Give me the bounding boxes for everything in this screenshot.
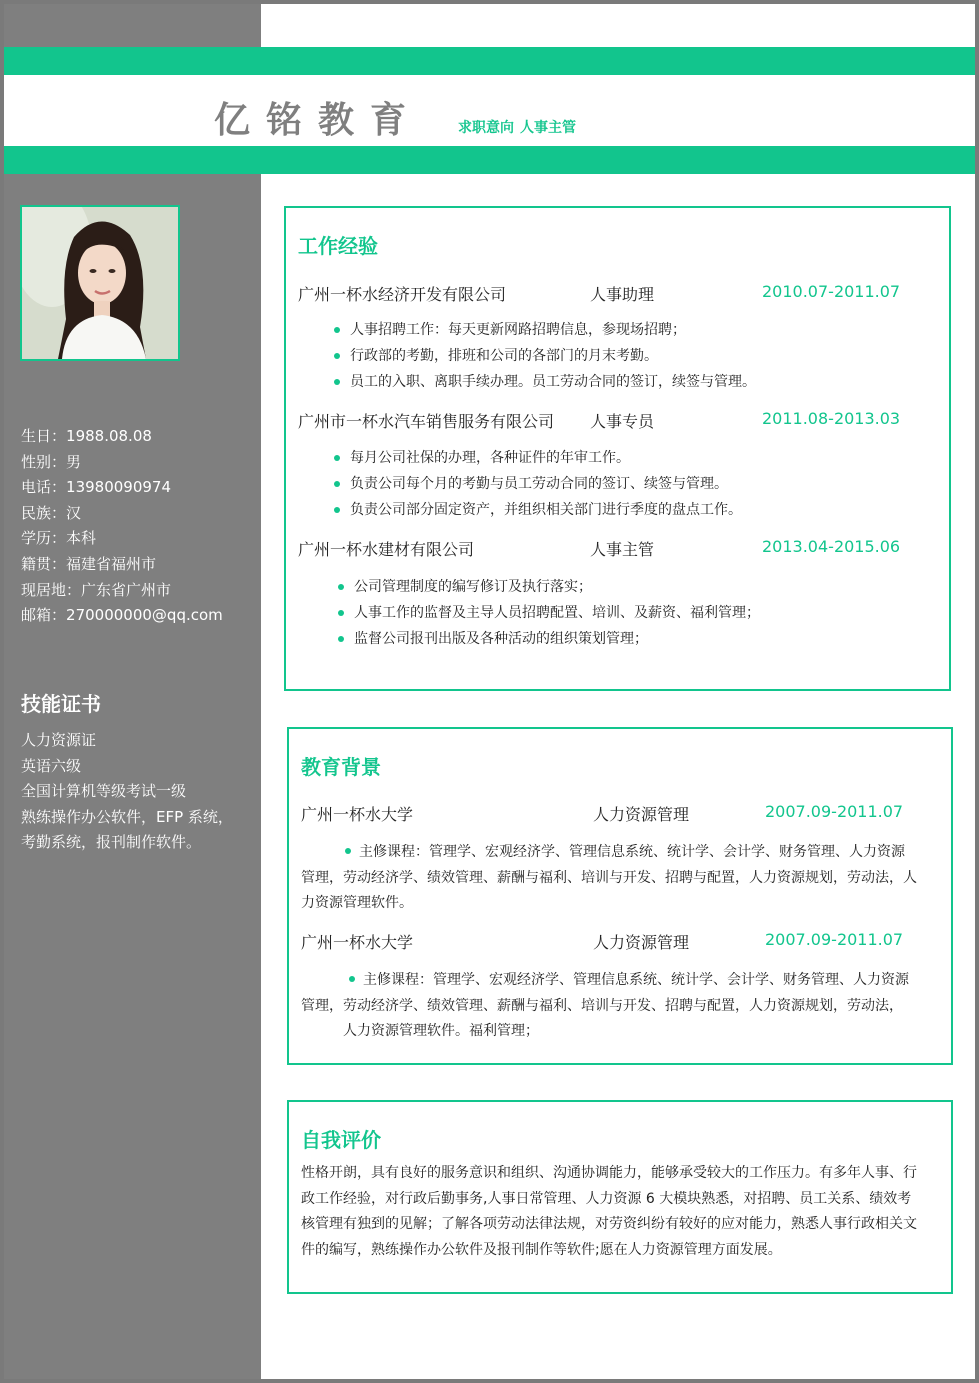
job-role: 人事专员: [590, 412, 655, 431]
job-company: 广州市一杯水汽车销售服务有限公司: [298, 412, 555, 431]
skill-item: 考勤系统，报刊制作软件。: [21, 833, 202, 852]
job-date: 2011.08-2013.03: [762, 409, 901, 428]
skill-item: 全国计算机等级考试一级: [21, 782, 187, 801]
info-phone: 电话：13980090974: [21, 478, 172, 497]
info-email: 邮箱：270000000@qq.com: [21, 606, 223, 625]
job-intent-label: 求职意向: [458, 120, 514, 136]
self-evaluation-text: 性格开朗，具有良好的服务意识和组织、沟通协调能力，能够承受较大的工作压力。有多年人事、行 政工作经验，对行政后勤事务,人事日常管理、人力资源 6 大模块熟悉，对招聘、员工关系、绩效考 核管理有独到的见解；了解各项劳动法律法规，对劳资纠纷有较好的应对能力，熟悉人事行政相关文 件的编写，熟练操作办公软件及报刊制作等软件;愿在人力资源管理方面发展。: [301, 1165, 917, 1258]
self-section-title: 自我评价: [301, 1128, 381, 1152]
job-company: 广州一杯水经济开发有限公司: [298, 285, 507, 304]
edu-major: 人力资源管理: [593, 933, 690, 952]
education-section-title: 教育背景: [301, 755, 381, 779]
duty-item: 员工的入职、离职手续办理。员工劳动合同的签订，续签与管理。: [334, 369, 756, 395]
duty-item: 每月公司社保的办理，各种证件的年审工作。: [334, 445, 742, 471]
duty-item: 人事招聘工作：每天更新网路招聘信息，参现场招聘；: [334, 317, 756, 343]
job-intent-value: 人事主管: [520, 120, 576, 136]
duty-item: 公司管理制度的编写修订及执行落实；: [338, 574, 760, 600]
job-role: 人事主管: [590, 540, 655, 559]
skills-list: [21, 728, 257, 856]
job-date: 2013.04-2015.06: [762, 537, 901, 556]
edu-school: 广州一杯水大学: [301, 933, 414, 952]
edu-school: 广州一杯水大学: [301, 805, 414, 824]
job-duties: [338, 574, 760, 652]
edu-courses: 主修课程：管理学、宏观经济学、管理信息系统、统计学、会计学、财务管理、人力资源 管理，劳动经济学、绩效管理、薪酬与福利、培训与开发、招聘与配置，人力资源规划，劳动法， 人力资源管理软件。福利管理；: [301, 972, 909, 1039]
info-ethnicity: 民族：汉: [21, 503, 82, 522]
job-role: 人事助理: [590, 285, 655, 304]
edu-date: 2007.09-2011.07: [765, 930, 904, 949]
header-band-bottom: [4, 146, 975, 174]
duty-item: 监督公司报刊出版及各种活动的组织策划管理；: [338, 626, 760, 652]
self-evaluation-section: [287, 1100, 953, 1294]
job-duties: [334, 445, 742, 523]
work-section-title: 工作经验: [298, 234, 378, 258]
bullet-dot: [349, 976, 355, 982]
job-duties: [334, 317, 756, 395]
header-band-top: [4, 47, 975, 75]
job-company: 广州一杯水建材有限公司: [298, 540, 475, 559]
skill-item: 熟练操作办公软件，EFP 系统，: [21, 807, 233, 826]
info-residence: 现居地：广东省广州市: [21, 580, 172, 599]
info-gender: 性别：男: [21, 452, 82, 471]
duty-item: 负责公司部分固定资产，并组织相关部门进行季度的盘点工作。: [334, 497, 742, 523]
education-section: [287, 727, 953, 1065]
edu-courses: 主修课程：管理学、宏观经济学、管理信息系统、统计学、会计学、财务管理、人力资源 管理，劳动经济学、绩效管理、薪酬与福利、培训与开发、招聘与配置，人力资源规划，劳动法，人 力资源管理软件。: [301, 844, 917, 911]
personal-info: [21, 424, 257, 629]
skill-item: 人力资源证: [21, 731, 97, 749]
edu-date: 2007.09-2011.07: [765, 802, 904, 821]
info-hometown: 籍贯：福建省福州市: [21, 554, 157, 573]
skill-item: 英语六级: [21, 756, 82, 775]
skills-title: 技能证书: [21, 692, 101, 716]
candidate-name: 亿铭教育: [214, 100, 423, 141]
bullet-dot: [345, 848, 351, 854]
edu-major: 人力资源管理: [593, 805, 690, 824]
info-birthday: 生日：1988.08.08: [21, 427, 152, 445]
info-degree: 学历：本科: [21, 529, 97, 548]
profile-photo: [20, 205, 180, 361]
job-date: 2010.07-2011.07: [762, 282, 901, 301]
work-experience-section: [284, 206, 951, 691]
portrait-illustration: [22, 207, 178, 359]
duty-item: 行政部的考勤，排班和公司的各部门的月末考勤。: [334, 343, 756, 369]
job-intent: [458, 117, 582, 137]
duty-item: 人事工作的监督及主导人员招聘配置、培训、及薪资、福利管理；: [338, 600, 760, 626]
duty-item: 负责公司每个月的考勤与员工劳动合同的签订、续签与管理。: [334, 471, 742, 497]
